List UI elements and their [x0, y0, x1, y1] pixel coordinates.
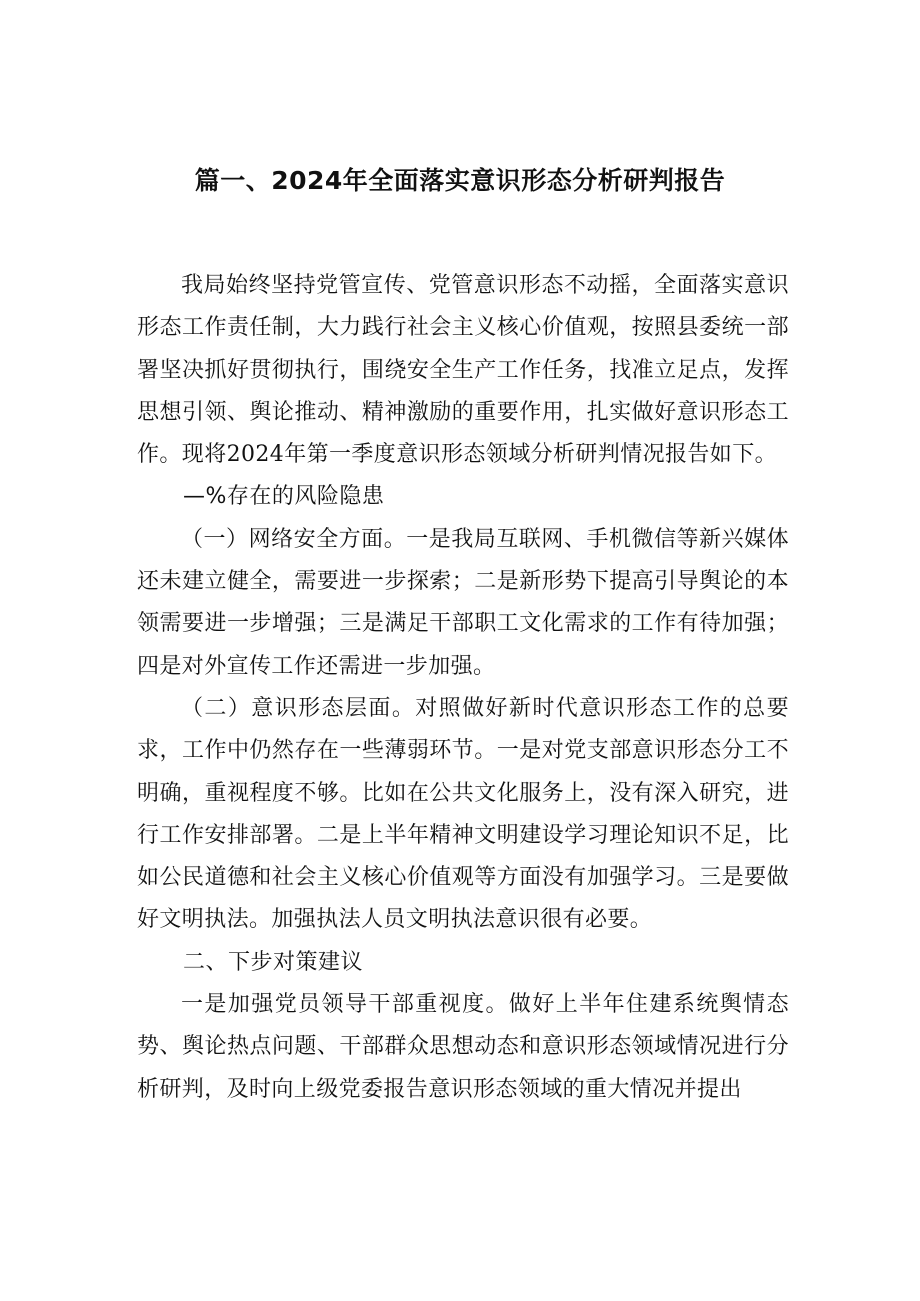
- paragraph-countermeasure-1: 一是加强党员领导干部重视度。做好上半年住建系统舆情态势、舆论热点问题、干部群众思想动态和意识形态领域情况进行分析研判，及时向上级党委报告意识形态领域的重大情况并提出: [137, 992, 789, 1102]
- document-title: 篇一、2024年全面落实意识形态分析研判报告: [194, 166, 726, 195]
- paragraph-ideology-level: （二）意识形态层面。对照做好新时代意识形态工作的总要求，工作中仍然存在一些薄弱环节。一是对党支部意识形态分工不明确，重视程度不够。比如在公共文化服务上，没有深入研究，进行工作安排部署。二是上半年精神文明建设学习理论知识不足，比如公民道德和社会主义核心价值观等方面没有加强学习。三是要做好文明执法。加强执法人员文明执法意识很有必要。: [137, 695, 789, 933]
- document-body: [137, 265, 789, 1111]
- paragraph-network-security: （一）网络安全方面。一是我局互联网、手机微信等新兴媒体还未建立健全，需要进一步探索；二是新形势下提高引导舆论的本领需要进一步增强；三是满足干部职工文化需求的工作有待加强；四是对外宣传工作还需进一步加强。: [137, 526, 789, 679]
- intro-paragraph: 我局始终坚持党管宣传、党管意识形态不动摇，全面落实意识形态工作责任制，大力践行社会主义核心价值观，按照县委统一部署坚决抓好贯彻执行，围绕安全生产工作任务，找准立足点，发挥思想引领、舆论推动、精神激励的重要作用，扎实做好意识形态工作。现将2024年第一季度意识形态领域分析研判情况报告如下。: [137, 273, 789, 468]
- section-heading-risks: —%存在的风险隐患: [183, 484, 385, 510]
- section-heading-countermeasures: 二、下步对策建议: [183, 949, 364, 975]
